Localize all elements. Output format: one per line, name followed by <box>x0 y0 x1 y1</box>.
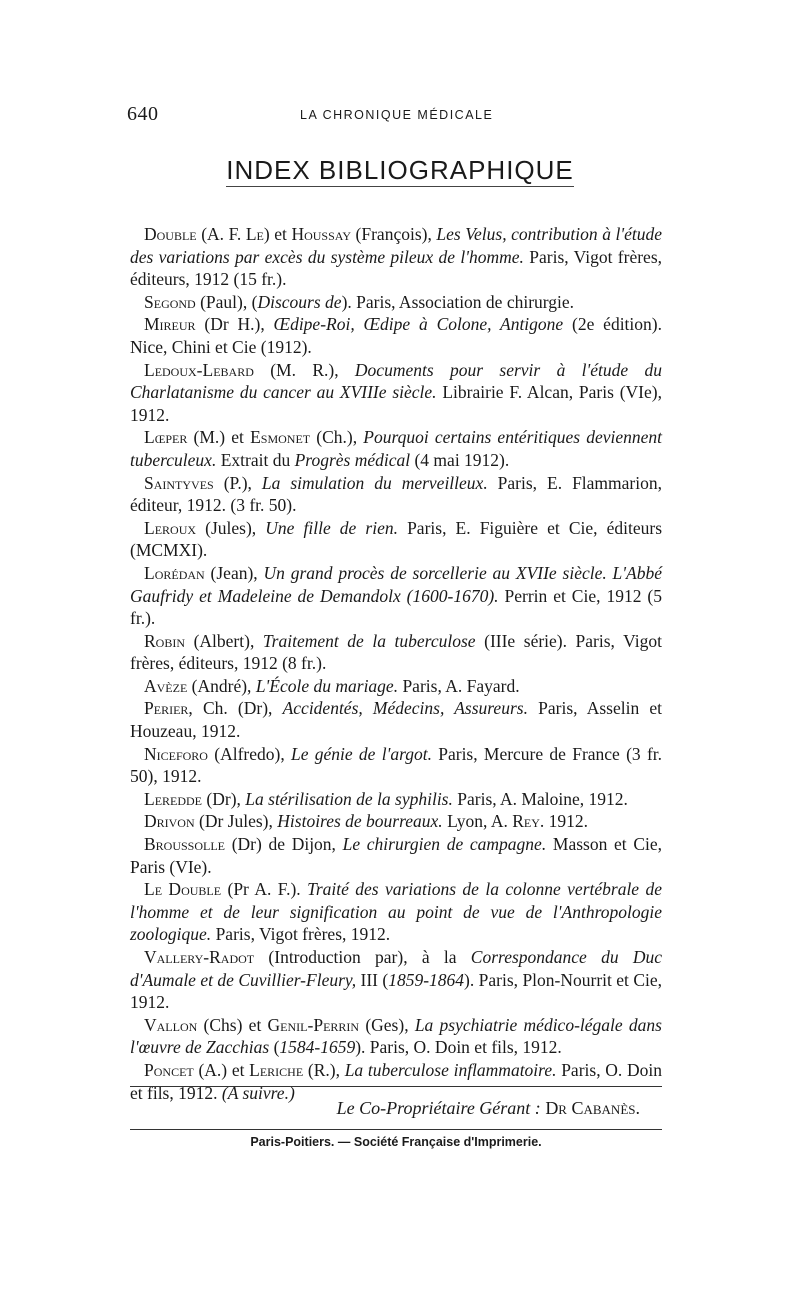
entry-text: (Chs) et <box>197 1014 268 1035</box>
entry-author-name: Saintyves <box>144 472 214 493</box>
entry-author-name: Le Double <box>144 879 222 900</box>
bibliography-entry <box>130 697 662 742</box>
entry-text: Paris, Asselin et Houzeau, 1912. <box>130 698 663 742</box>
entry-text: , Ch. (Dr), <box>188 698 283 719</box>
entry-text: (André), <box>187 675 256 696</box>
bibliography-entry <box>130 630 662 675</box>
entry-text: Librairie F. Alcan, Paris (VIe), 1912. <box>130 382 662 425</box>
entry-author-name: Mireur <box>144 314 196 335</box>
entry-text: (4 mai 1912). <box>410 449 510 470</box>
entry-text: ( <box>196 224 208 244</box>
entry-author-name: Robin <box>144 630 186 651</box>
entry-text: Paris, Vigot frères, éditeurs, 1912 (15 fr.). <box>130 246 663 290</box>
bibliography-entry <box>130 291 662 314</box>
entry-text: (Ges), <box>359 1014 415 1035</box>
entry-title-text: Histoires de bourreaux. <box>277 811 443 832</box>
imprint-line: Paris-Poitiers. — Société Française d'Imprimerie. <box>250 1135 542 1149</box>
entry-text: Paris, Mercure de France (3 fr. 50), 1912. <box>130 743 663 787</box>
entry-title-text: Discours de <box>257 291 342 312</box>
entry-title-text: La simulation du merveilleux. <box>261 472 488 493</box>
entry-text: ). Paris, Association de chirurgie. <box>341 291 575 312</box>
entry-author-name: Segond <box>144 291 196 312</box>
entry-title-text: Traitement de la tuberculose <box>262 630 476 651</box>
bibliography-entry <box>130 359 662 427</box>
entry-text: . 1912. <box>539 811 589 832</box>
entry-author-name: Double <box>144 224 197 244</box>
entry-title-text: L'École du mariage. <box>255 675 399 696</box>
bibliography-entry <box>130 223 662 291</box>
footer-rule-top <box>130 1086 662 1087</box>
entry-text: (A.) et <box>193 1059 250 1080</box>
gerant-line <box>130 1098 640 1119</box>
entry-author-name: Broussolle <box>144 834 226 855</box>
entry-title-text: Correspondance du Duc d'Aumale et de Cuvillier-Fleury, <box>130 947 663 990</box>
entry-author-name: Leredde <box>144 788 203 809</box>
bibliography-entry <box>130 743 662 788</box>
entry-text: III ( <box>356 969 389 990</box>
entry-author-name: Lorédan <box>144 562 205 583</box>
bibliography-entry <box>130 810 662 833</box>
entry-title-text: 1584-1659 <box>279 1037 356 1058</box>
bibliography-entry <box>130 675 662 698</box>
entry-text: Extrait du <box>216 449 295 470</box>
entry-author-name: Vallon <box>144 1014 198 1035</box>
entry-title-text: Œdipe-Roi, Œdipe à Colone, Antigone <box>273 314 564 335</box>
running-head <box>127 103 687 127</box>
entry-text: Paris, Vigot frères, 1912. <box>211 924 391 945</box>
entry-title-text: Le chirurgien de campagne. <box>342 834 547 855</box>
entry-text: (Pr A. F.). <box>221 879 308 900</box>
entry-author-name: A. F. Le <box>207 224 264 244</box>
entry-author-name: Leriche <box>249 1059 304 1080</box>
entry-text: (M. R.), <box>253 359 355 380</box>
bibliography-entry <box>130 833 662 878</box>
entry-author-name: Houssay <box>291 224 351 244</box>
entry-text: (Ch.), <box>310 427 364 448</box>
entry-title-text: Accidentés, Médecins, Assureurs. <box>282 698 528 719</box>
entry-text: (P.), <box>213 472 262 493</box>
entry-text: Perrin et Cie, 1912 (5 fr.). <box>130 585 662 629</box>
entry-author-name: Drivon <box>144 811 195 832</box>
entry-text: (Introduction par), à la <box>254 947 471 967</box>
entry-text: (Dr), <box>202 788 246 809</box>
bibliography-entry <box>130 946 662 1014</box>
entry-text: (Dr Jules), <box>194 811 278 832</box>
entry-text: (François), <box>351 224 437 244</box>
entry-title-text: 1859-1864 <box>388 969 465 990</box>
bibliography-entry <box>130 313 662 358</box>
entry-text: Paris, E. Flammarion, éditeur, 1912. (3 fr. 50). <box>130 472 662 516</box>
entry-author-name: Leroux <box>144 517 197 538</box>
entry-title-text: La tuberculose inflammatoire. <box>344 1059 557 1080</box>
footer-rule-bottom <box>130 1129 662 1130</box>
entry-title-text: Les Velus, contribution à l'étude des variations par excès du système pileux de l'homme. <box>130 224 663 267</box>
entry-title-text: La stérilisation de la syphilis. <box>245 788 453 809</box>
entry-author-name: Ledoux-Lebard <box>144 359 254 380</box>
entry-title-text: Progrès médical <box>294 449 411 470</box>
entry-text: (Alfredo), <box>207 743 291 764</box>
entry-author-name: Rey <box>512 811 540 832</box>
entry-title-text: La psychiatrie médico-légale dans l'œuvre de Zacchias <box>130 1014 662 1058</box>
entry-text: Paris, E. Figuière et Cie, éditeurs (MCMXI). <box>130 517 663 561</box>
entry-text: ). Paris, O. Doin et fils, 1912. <box>355 1037 562 1058</box>
entry-author-name: Perier <box>144 698 189 719</box>
entry-title-text: Documents pour servir à l'étude du Charlatanisme du cancer au XVIIIe siècle. <box>130 359 663 403</box>
entry-text: (Dr H.), <box>195 314 274 335</box>
entry-author-name: Genil-Perrin <box>267 1014 360 1035</box>
entry-title-text: Un grand procès de sorcellerie au XVIIe siècle. L'Abbé Gaufridy et Madeleine de Demandolx (1600-1670). <box>130 562 662 606</box>
entry-title-text: Une fille de rien. <box>265 517 398 538</box>
entry-text: (Paul), ( <box>195 291 258 312</box>
entry-author-name: Niceforo <box>144 743 208 764</box>
entry-text: (Albert), <box>185 630 263 651</box>
entry-author-name: Esmonet <box>250 427 311 448</box>
entry-title-text: (A suivre.) <box>221 1082 295 1103</box>
entry-text: ( <box>269 1037 280 1058</box>
bibliography-entry <box>130 1014 662 1059</box>
entry-text: Paris, A. Maloine, 1912. <box>452 788 628 809</box>
bibliography-entry <box>130 472 662 517</box>
entry-text: ) et <box>263 224 292 244</box>
bibliography-entry <box>130 562 662 630</box>
entry-author-name: Poncet <box>144 1059 194 1080</box>
section-title <box>0 155 800 186</box>
bibliography-entry <box>130 878 662 946</box>
entry-text: Masson et Cie, Paris (VIe). <box>130 834 662 877</box>
entry-author-name: Lœper <box>144 427 188 448</box>
entry-text: Paris, A. Fayard. <box>398 675 520 696</box>
bibliography-entry <box>130 788 662 811</box>
section-title-text: INDEX BIBLIOGRAPHIQUE <box>226 155 574 185</box>
bibliography-entry <box>130 426 662 471</box>
entry-text: (Dr) de Dijon, <box>225 834 343 855</box>
gerant-name: Dr Cabanès. <box>545 1098 640 1118</box>
bibliography-list <box>130 223 662 1104</box>
entry-author-name: Vallery-Radot <box>144 947 255 967</box>
entry-text: ). Paris, Plon-Nourrit et Cie, 1912. <box>130 969 663 1013</box>
entry-text: Paris, O. Doin et fils, 1912. <box>130 1059 662 1103</box>
page-number: 640 <box>127 103 159 125</box>
entry-text: (Jules), <box>196 517 266 538</box>
entry-text: Lyon, A. <box>442 811 513 832</box>
entry-title-text: Pourquoi certains entéritiques deviennent tuberculeux. <box>130 427 662 470</box>
journal-title: LA CHRONIQUE MÉDICALE <box>300 108 494 122</box>
entry-text: (R.), <box>303 1059 345 1080</box>
entry-title-text: Le génie de l'argot. <box>290 743 432 764</box>
entry-text: (M.) et <box>187 427 251 448</box>
entry-text: (IIIe série). Paris, Vigot frères, éditeurs, 1912 (8 fr.). <box>130 630 662 674</box>
gerant-label: Le Co-Propriétaire Gérant : <box>336 1098 541 1118</box>
entry-text: (2e édition). Nice, Chini et Cie (1912). <box>130 314 662 357</box>
entry-text: (Jean), <box>204 562 264 583</box>
entry-title-text: Traité des variations de la colonne vertébrale de l'homme et de leur signification au point de vue de l'Anthropologie zoologique. <box>130 879 663 945</box>
entry-author-name: Avèze <box>144 675 188 696</box>
bibliography-entry <box>130 517 662 562</box>
